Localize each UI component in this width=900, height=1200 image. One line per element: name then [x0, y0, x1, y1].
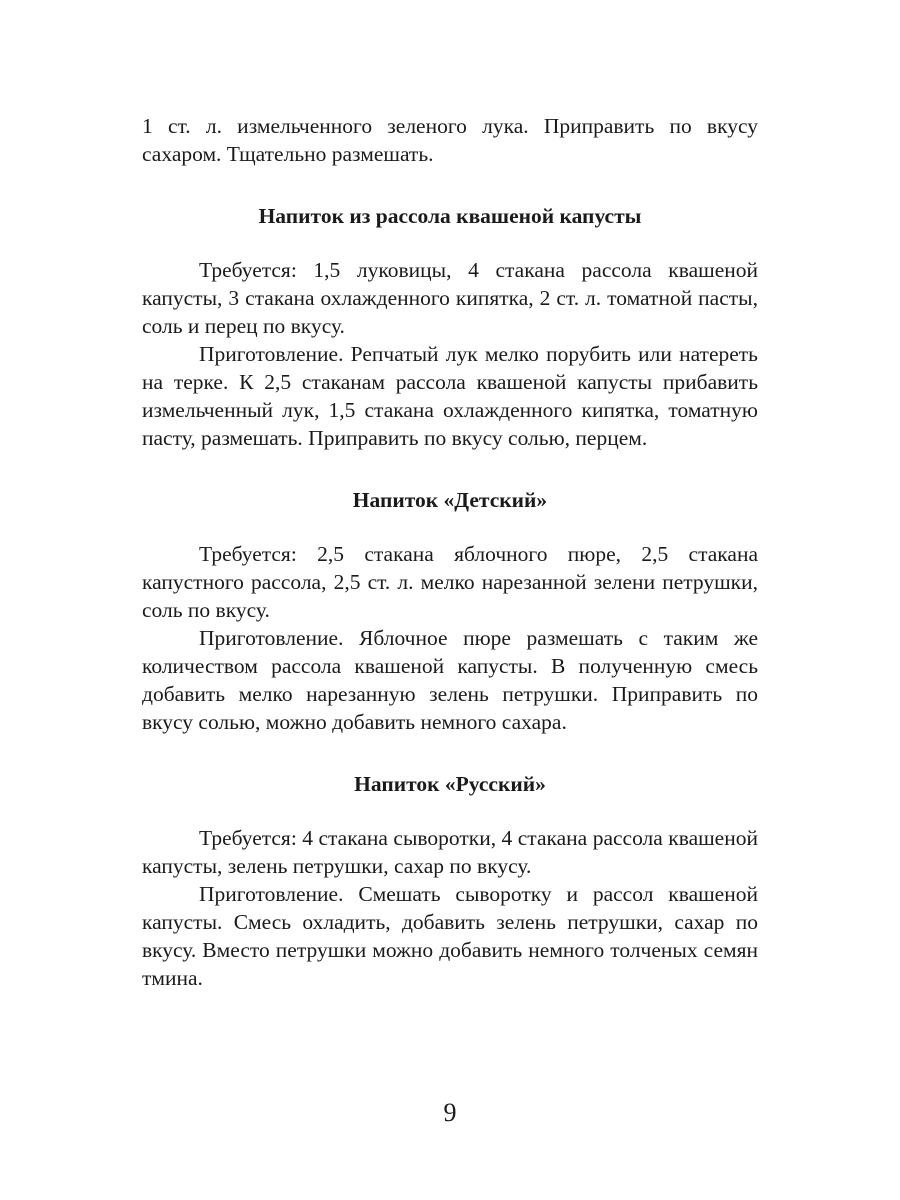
recipe-title-childrens-drink: Напиток «Детский»: [352, 488, 548, 512]
page-number: 9: [443, 1098, 457, 1127]
recipe-preparation-childrens-drink: Приготовление. Яблочное пюре размешать с таким же количеством рассола квашеной капусты. В полученную смесь добавить мелко нарезанную зелень петрушки. Приправить по вкусу солью, можно добавить немного сахара.: [142, 626, 758, 734]
recipe-title-russian-drink: Напиток «Русский»: [354, 772, 546, 796]
intro-paragraph: 1 ст. л. измельченного зеленого лука. Приправить по вкусу сахаром. Тщательно размешать.: [142, 114, 758, 166]
recipe-ingredients-childrens-drink: Требуется: 2,5 стакана яблочного пюре, 2,5 стакана капустного рассола, 2,5 ст. л. мелко нарезанной зелени петрушки, соль по вкусу.: [142, 542, 758, 622]
recipe-title-sauerkraut-brine-drink: Напиток из рассола квашеной капусты: [258, 204, 642, 228]
recipe-ingredients-russian-drink: Требуется: 4 стакана сыворотки, 4 стакана рассола квашеной капусты, зелень петрушки, сахар по вкусу.: [142, 826, 758, 878]
page-body: [142, 112, 758, 992]
recipe-ingredients-sauerkraut-brine-drink: Требуется: 1,5 луковицы, 4 стакана рассола квашеной капусты, 3 стакана охлажденного кипятка, 2 ст. л. томатной пасты, соль и перец по вкусу.: [142, 258, 758, 338]
recipe-preparation-sauerkraut-brine-drink: Приготовление. Репчатый лук мелко порубить или натереть на терке. К 2,5 стаканам рассола квашеной капусты прибавить измельченный лук, 1,5 стакана охлажденного кипятка, томатную пасту, размешать. Приправить по вкусу солью, перцем.: [142, 342, 758, 450]
recipe-preparation-russian-drink: Приготовление. Смешать сыворотку и рассол квашеной капусты. Смесь охладить, добавить зелень петрушки, сахар по вкусу. Вместо петрушки можно добавить немного толченых семян тмина.: [142, 882, 758, 990]
